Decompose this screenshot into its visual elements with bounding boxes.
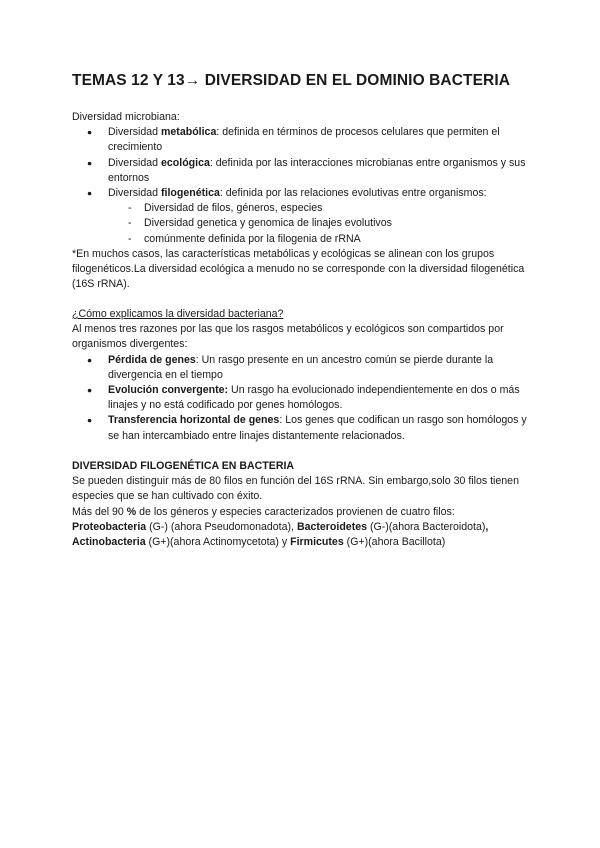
phylum-info: (G-) (ahora Pseudomonadota),	[146, 520, 297, 533]
phylo-section	[72, 459, 532, 550]
item-prefix: Diversidad	[108, 126, 161, 139]
text-run: Más del 90	[72, 505, 127, 518]
sublist-item: - Diversidad genetica y genomica de linajes evolutivos	[72, 216, 532, 231]
sublist-item: - comúnmente definida por la filogenia de rRNA	[72, 232, 532, 247]
reason-text: : Un rasgo presente en un ancestro común se pierde durante la divergencia en el tiempo	[108, 353, 494, 381]
item-prefix: Diversidad	[108, 187, 161, 200]
page-title: TEMAS 12 Y 13→ DIVERSIDAD EN EL DOMINIO BACTERIA	[72, 72, 511, 89]
reason-term: Transferencia horizontal de genes	[108, 414, 280, 427]
item-definition: : definida por las interacciones microbianas entre organismos y sus entornos	[108, 156, 526, 184]
phylum-name: Actinobacteria	[72, 536, 146, 549]
phylo-sublist	[72, 201, 532, 247]
phylo-paragraph-2	[72, 505, 532, 520]
diversity-note: *En muchos casos, las características metabólicas y ecológicas se alinean con los grupos filogenéticos.La diversidad ecológica a menudo no se corresponde con la diversidad filogenética (16S rRNA).	[72, 247, 525, 291]
phyla-list	[72, 520, 532, 550]
reason-text: Un rasgo ha evolucionado independientemente en dos o más linajes y no está codificado por genes homólogos.	[108, 384, 520, 412]
phylo-paragraph: Se pueden distinguir más de 80 filos en función del 16S rRNA. Sin embargo,solo 30 filos tienen especies que se han cultivado con éxito.	[72, 475, 519, 503]
list-item	[72, 383, 532, 413]
reasons-section	[72, 307, 532, 444]
reason-term: Evolución convergente:	[108, 384, 229, 397]
reasons-intro: Al menos tres razones por las que los rasgos metabólicos y ecológicos son compartidos por organismos divergentes:	[72, 323, 504, 351]
reason-term: Pérdida de genes	[108, 353, 196, 366]
list-item	[72, 156, 532, 186]
separator: ,	[485, 520, 489, 533]
reasons-list	[72, 353, 532, 444]
item-definition: : definida en términos de procesos celulares que permiten el crecimiento	[108, 126, 500, 154]
item-definition: : definida por las relaciones evolutivas entre organismos:	[219, 187, 487, 200]
phylum-name: Firmicutes	[290, 536, 344, 549]
phylum-info: (G+)(ahora Actinomycetota) y	[145, 536, 291, 549]
list-item	[72, 125, 532, 155]
item-prefix: Diversidad	[108, 156, 161, 169]
text-run: de los géneros y especies caracterizados provienen de cuatro filos:	[136, 505, 455, 518]
list-item	[72, 413, 532, 443]
percent-sign: %	[126, 505, 137, 518]
phylum-info: (G-)(ahora Bacteroidota)	[367, 520, 486, 533]
item-term: ecológica	[161, 156, 210, 169]
diversity-intro: Diversidad microbiana:	[72, 111, 180, 123]
diversity-list	[72, 125, 532, 201]
sublist-item: - Diversidad de filos, géneros, especies	[72, 201, 532, 216]
reasons-question: ¿Cómo explicamos la diversidad bacteriana?	[72, 308, 284, 320]
item-term: metabólica	[161, 126, 217, 139]
phylum-name: Proteobacteria	[72, 520, 147, 533]
list-item	[72, 353, 532, 383]
phylum-info: (G+)(ahora Bacillota)	[343, 536, 446, 549]
list-item	[72, 186, 532, 201]
item-term: filogenética	[161, 187, 220, 200]
phylum-name: Bacteroidetes	[296, 520, 368, 533]
diversity-section	[72, 110, 532, 292]
reason-text: : Los genes que codifican un rasgo son homólogos y se han intercambiado entre linajes distantemente relacionados.	[108, 414, 527, 442]
section-heading: DIVERSIDAD FILOGENÉTICA EN BACTERIA	[72, 460, 295, 472]
